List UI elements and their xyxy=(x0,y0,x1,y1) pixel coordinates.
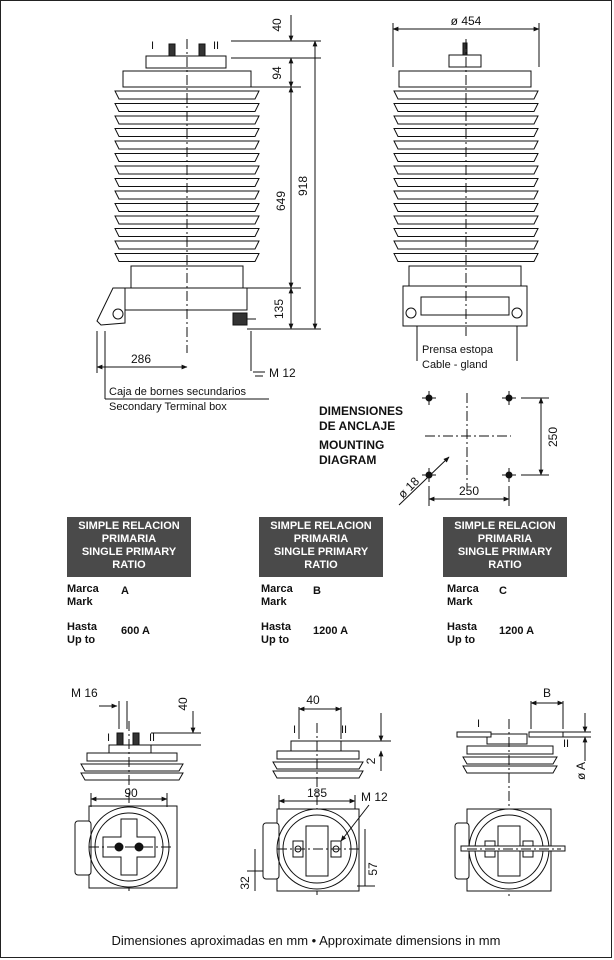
variant-b-upto-value: 1200 A xyxy=(313,625,349,637)
variant-c-header xyxy=(443,517,567,577)
variant-b-upto-label-en: Up to xyxy=(261,634,290,646)
technical-drawing xyxy=(1,1,613,959)
variant-b-mark-label xyxy=(261,583,293,609)
mount-dim-hole: ø 18 xyxy=(395,474,423,502)
variant-c-mark-label xyxy=(447,583,479,609)
detail-c-label-I: I xyxy=(477,718,481,730)
dim-918: 918 xyxy=(296,175,310,197)
detail-c-dim-diamA: ø A xyxy=(574,761,588,781)
detail-c-label-II: II xyxy=(563,738,570,750)
dim-m12-ground: M 12 xyxy=(269,366,296,380)
variant-a-mark-label-es: Marca xyxy=(67,583,99,595)
variant-a-upto-label-es: Hasta xyxy=(67,621,97,633)
detail-a-drawing xyxy=(75,701,201,891)
detail-c-drawing xyxy=(455,701,591,896)
variant-a-upto-value: 600 A xyxy=(121,625,150,637)
variant-b-header-line-4: RATIO xyxy=(304,559,338,571)
detail-a-m16: M 16 xyxy=(71,686,98,700)
variant-a-upto-label-en: Up to xyxy=(67,634,96,646)
terminal-label-I: I xyxy=(151,40,155,52)
variant-c-upto-label-es: Hasta xyxy=(447,621,477,633)
detail-b-dim-32: 32 xyxy=(238,876,252,890)
side-view xyxy=(393,23,539,361)
variant-a-mark-label xyxy=(67,583,99,609)
mount-title-en-2: DIAGRAM xyxy=(319,453,377,467)
variant-c-header-line-1: SIMPLE RELACION xyxy=(454,520,556,532)
variant-c-mark-label-en: Mark xyxy=(447,596,473,608)
detail-b-dim-40: 40 xyxy=(306,693,320,707)
dim-649: 649 xyxy=(274,190,288,212)
variant-c-mark-value: C xyxy=(499,585,507,597)
variant-c-mark-label-es: Marca xyxy=(447,583,479,595)
mount-title-es-1: DIMENSIONES xyxy=(319,404,404,418)
variant-c-upto-value: 1200 A xyxy=(499,625,535,637)
detail-b-dim-57: 57 xyxy=(366,862,380,876)
variant-a-header xyxy=(67,517,191,577)
terminal-box-label-en: Secondary Terminal box xyxy=(109,401,227,413)
variant-b-header xyxy=(259,517,383,577)
variant-b-upto-label-es: Hasta xyxy=(261,621,291,633)
terminal-label-II: II xyxy=(213,40,220,52)
detail-b-m12: M 12 xyxy=(361,790,388,804)
detail-a-label-I: I xyxy=(107,732,111,744)
variant-b-header-line-2: PRIMARIA xyxy=(293,533,349,545)
variant-b-mark-value: B xyxy=(313,585,321,597)
detail-c-dim-B: B xyxy=(542,686,552,700)
variant-c-header-line-2: PRIMARIA xyxy=(477,533,533,545)
variant-a-header-line-3: SINGLE PRIMARY xyxy=(81,546,177,558)
mount-title-en-1: MOUNTING xyxy=(319,438,385,452)
detail-b-dim-185: 185 xyxy=(306,786,328,800)
dim-286: 286 xyxy=(130,352,152,366)
dim-94: 94 xyxy=(270,66,284,80)
variant-a-mark-label-en: Mark xyxy=(67,596,93,608)
mount-dim-250-h: 250 xyxy=(458,484,480,498)
detail-b-label-I: I xyxy=(293,724,297,736)
variant-a-header-line-1: SIMPLE RELACION xyxy=(78,520,180,532)
variant-a-header-line-4: RATIO xyxy=(112,559,146,571)
variant-a-upto-label xyxy=(67,621,97,647)
detail-a-label-II: II xyxy=(149,732,156,744)
variant-c-upto-label xyxy=(447,621,477,647)
variant-b-upto-label xyxy=(261,621,291,647)
gland-label-es: Prensa estopa xyxy=(422,344,493,356)
mount-title-es-2: DE ANCLAJE xyxy=(319,419,396,433)
dim-diameter-454: ø 454 xyxy=(450,14,482,28)
detail-b-dim-2: 2 xyxy=(364,757,378,765)
variant-a-mark-value: A xyxy=(121,585,129,597)
terminal-box-label-es: Caja de bornes secundarios xyxy=(109,386,246,398)
variant-b-header-line-3: SINGLE PRIMARY xyxy=(273,546,369,558)
footer-note: Dimensiones aproximadas en mm • Approximate dimensions in mm xyxy=(111,933,501,948)
variant-b-header-line-1: SIMPLE RELACION xyxy=(270,520,372,532)
detail-a-dim-40: 40 xyxy=(176,697,190,711)
mount-dim-250-v: 250 xyxy=(546,426,560,448)
variant-c-upto-label-en: Up to xyxy=(447,634,476,646)
detail-a-dim-90: 90 xyxy=(124,786,138,800)
variant-c-header-line-3: SINGLE PRIMARY xyxy=(457,546,553,558)
variant-a-header-line-2: PRIMARIA xyxy=(101,533,157,545)
detail-b-label-II: II xyxy=(341,724,348,736)
dim-135: 135 xyxy=(272,298,286,320)
dim-40-front: 40 xyxy=(270,18,284,32)
variant-c-header-line-4: RATIO xyxy=(488,559,522,571)
variant-b-mark-label-es: Marca xyxy=(261,583,293,595)
gland-label-en: Cable - gland xyxy=(422,359,488,371)
variant-b-mark-label-en: Mark xyxy=(261,596,287,608)
